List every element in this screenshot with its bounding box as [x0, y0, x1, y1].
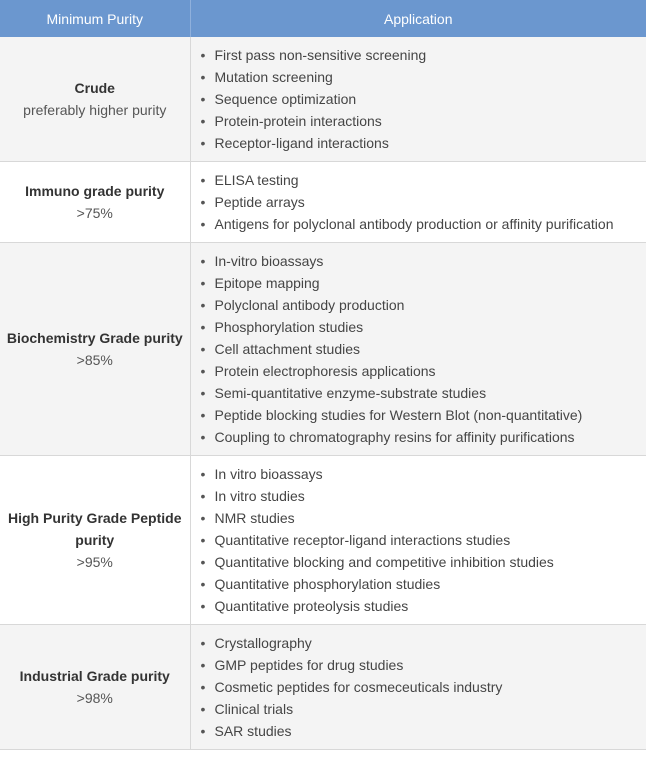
application-item: • SAR studies: [215, 720, 646, 742]
application-item: • Protein-protein interactions: [215, 110, 646, 132]
purity-cell: [0, 456, 190, 625]
application-item: • Quantitative proteolysis studies: [215, 595, 646, 617]
purity-cell: [0, 162, 190, 243]
application-item: • Mutation screening: [215, 66, 646, 88]
application-item: • In vitro bioassays: [215, 463, 646, 485]
table-header: [0, 0, 646, 37]
table-body: [0, 37, 646, 750]
application-item: • Quantitative phosphorylation studies: [215, 573, 646, 595]
application-item: • ELISA testing: [215, 169, 646, 191]
application-item: • Semi-quantitative enzyme-substrate studies: [215, 382, 646, 404]
application-list: [191, 456, 646, 624]
grade-name: High Purity Grade Peptide purity: [8, 510, 182, 548]
application-item: • Quantitative blocking and competitive inhibition studies: [215, 551, 646, 573]
application-item: • In vitro studies: [215, 485, 646, 507]
application-item: • Polyclonal antibody production: [215, 294, 646, 316]
application-item: • Peptide blocking studies for Western Blot (non-quantitative): [215, 404, 646, 426]
application-item: • GMP peptides for drug studies: [215, 654, 646, 676]
header-row: [0, 0, 646, 37]
table-row: [0, 162, 646, 243]
table-row: [0, 625, 646, 750]
header-application: Application: [190, 0, 646, 37]
purity-cell: [0, 243, 190, 456]
application-item: • Peptide arrays: [215, 191, 646, 213]
application-item: • Clinical trials: [215, 698, 646, 720]
application-item: • Sequence optimization: [215, 88, 646, 110]
purity-level: >75%: [76, 205, 113, 221]
application-item: • Phosphorylation studies: [215, 316, 646, 338]
application-item: • Cosmetic peptides for cosmeceuticals industry: [215, 676, 646, 698]
grade-name: Industrial Grade purity: [19, 668, 170, 684]
application-item: • Epitope mapping: [215, 272, 646, 294]
application-list: [191, 243, 646, 455]
purity-level: >98%: [76, 690, 113, 706]
purity-level: preferably higher purity: [23, 102, 167, 118]
table-row: [0, 456, 646, 625]
grade-name: Immuno grade purity: [25, 183, 165, 199]
application-item: • NMR studies: [215, 507, 646, 529]
purity-level: >85%: [76, 352, 113, 368]
table-row: [0, 37, 646, 162]
grade-name: Crude: [74, 80, 115, 96]
application-cell: [190, 37, 646, 162]
application-item: • Protein electrophoresis applications: [215, 360, 646, 382]
application-cell: [190, 456, 646, 625]
application-item: • First pass non-sensitive screening: [215, 44, 646, 66]
header-minimum-purity: Minimum Purity: [0, 0, 190, 37]
application-cell: [190, 162, 646, 243]
application-item: • Crystallography: [215, 632, 646, 654]
table-row: [0, 243, 646, 456]
application-list: [191, 37, 646, 161]
application-list: [191, 162, 646, 242]
purity-cell: [0, 37, 190, 162]
application-item: • Quantitative receptor-ligand interactions studies: [215, 529, 646, 551]
application-list: [191, 625, 646, 749]
application-item: • In-vitro bioassays: [215, 250, 646, 272]
application-item: • Cell attachment studies: [215, 338, 646, 360]
purity-cell: [0, 625, 190, 750]
application-cell: [190, 625, 646, 750]
application-item: • Antigens for polyclonal antibody production or affinity purification: [215, 213, 646, 235]
purity-level: >95%: [76, 554, 113, 570]
grade-name: Biochemistry Grade purity: [6, 330, 183, 346]
application-item: • Receptor-ligand interactions: [215, 132, 646, 154]
application-cell: [190, 243, 646, 456]
application-item: • Coupling to chromatography resins for affinity purifications: [215, 426, 646, 448]
